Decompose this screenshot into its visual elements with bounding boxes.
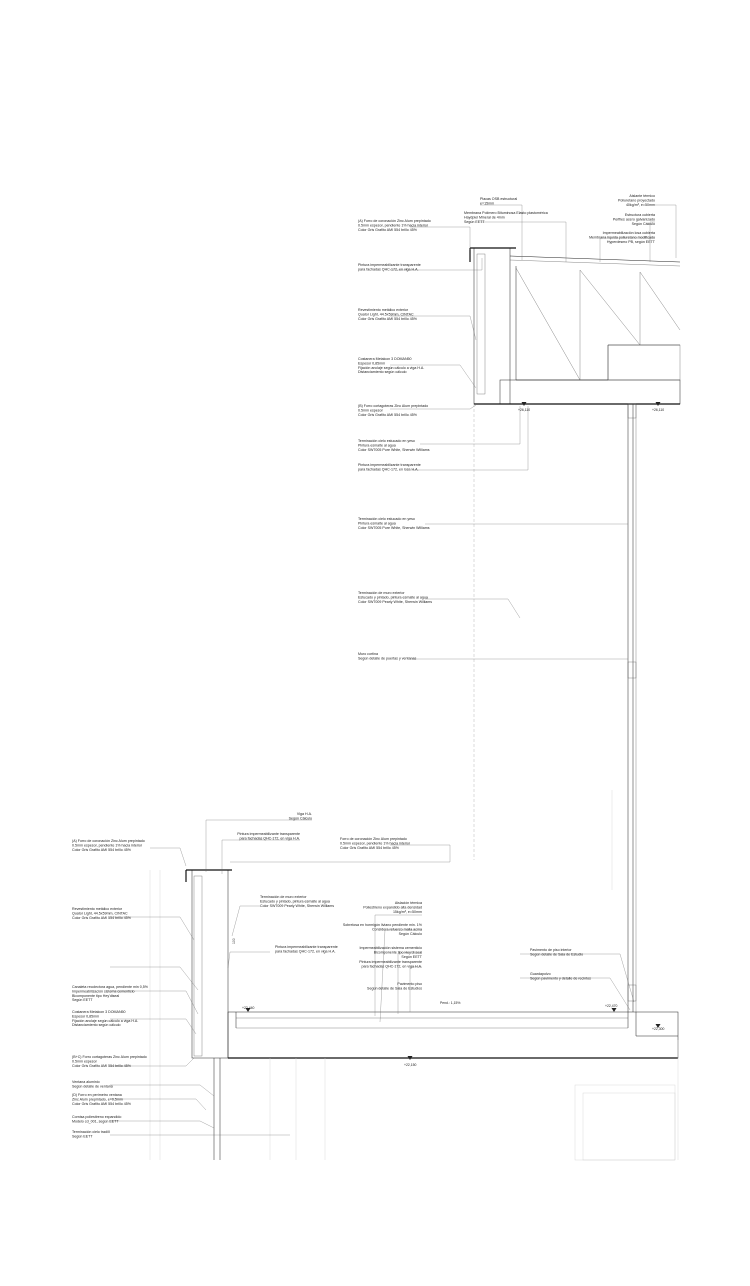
- lower-note-line: Color Gris Grafito AMI 554 brillo 45%: [340, 845, 399, 850]
- lower-note-line: Viga H.A.: [296, 812, 312, 816]
- lower-note-21: [72, 1130, 110, 1138]
- upper-note-line: Revestimiento metálico exterior: [358, 308, 409, 312]
- upper-note-13: [358, 517, 430, 530]
- upper-note-line: Según detalle de puertas y ventanas: [358, 656, 417, 661]
- lower-note-line: Poliestireno expandido alta densidad: [363, 905, 422, 910]
- level-label: +26,110: [518, 408, 531, 412]
- level-label: +22,440: [242, 1006, 255, 1010]
- lower-note-12: [367, 982, 422, 990]
- upper-note-line: Pintura impermeabilizante transparente: [358, 263, 421, 267]
- lower-note-line: Según pavimento y detalle de recintos: [530, 976, 591, 981]
- lower-note-line: Pintura impermeabilizante transparente: [237, 832, 300, 836]
- lower-note-1: [289, 812, 312, 820]
- upper-note-7: [358, 263, 421, 271]
- lower-note-line: Pavimento de piso interior: [530, 948, 572, 952]
- lower-note-line: Estucado y pintado, pintura esmalte al agua: [260, 899, 330, 904]
- lower-note-7: [363, 901, 422, 914]
- upper-note-line: Poliuretano proyectado: [618, 198, 655, 203]
- lower-note-line: Espesor 0,85mm: [72, 1014, 100, 1019]
- lower-note-line: Cornisa poliestireno expandido: [72, 1115, 122, 1119]
- lower-note-line: Pintura impermeabilizante transparente: [359, 960, 422, 964]
- lower-note-line: Según detalle de Sala de Estudios: [367, 986, 422, 991]
- upper-annotation-notes: [358, 194, 656, 660]
- lower-parapet-beam: [192, 870, 228, 1058]
- lower-note-line: (A) Forro de coronación Zinc Alum prepintado: [72, 839, 145, 843]
- lower-note-line: para fachadas QHC-172, en viga H.A.: [361, 964, 422, 969]
- lower-note-line: Según Cálculo: [398, 931, 422, 936]
- upper-note-10: [358, 404, 428, 417]
- upper-note-line: para fachadas QHC-172, en losa H.A.: [358, 467, 419, 472]
- lower-note-line: Aislación térmica: [394, 901, 422, 905]
- lower-note-line: Color Gris Grafito AMI 554 brillo 45%: [72, 915, 131, 920]
- lower-note-line: 0.5mm espesor: [72, 1059, 97, 1064]
- lower-note-line: Según EETT: [72, 998, 93, 1003]
- upper-note-line: Costanera Metalcon 3 DOMAN50: [358, 357, 412, 361]
- upper-note-line: Estructura cubierta: [624, 213, 655, 217]
- lower-cladding: [194, 876, 202, 1056]
- lower-note-4: [72, 839, 145, 852]
- upper-note-line: Pintura esmalte al agua: [358, 521, 396, 526]
- upper-note-line: Según Cálculo: [631, 221, 655, 226]
- upper-note-line: Fijación anclaje según cálculo a viga H.A.: [358, 365, 425, 370]
- lower-note-line: Según EETT: [401, 954, 422, 959]
- lower-note-line: Fijación anclaje según cálculo a viga H.A.: [72, 1018, 139, 1023]
- lower-note-line: Sobrelosa en hormigón liviano pendiente min. 1%: [342, 923, 422, 927]
- upper-note-line: e=15mm: [480, 201, 495, 206]
- lower-note-line: Zinc Alum prepintado, e=0,5mm: [72, 1097, 123, 1102]
- lower-note-line: Modelo cd_001, según EETT: [72, 1119, 119, 1124]
- level-label: +22,470: [605, 1004, 618, 1008]
- lower-note-line: (B+C) Forro cortagoteras Zinc Alum prepintado: [72, 1055, 147, 1059]
- upper-note-12: [358, 463, 421, 471]
- lower-note-line: Ventana aluminio: [72, 1080, 100, 1084]
- slope-label: Pend.: 1,15%: [440, 1001, 461, 1005]
- lower-note-14: [530, 972, 591, 980]
- upper-note-line: Terminación de muro exterior: [358, 591, 405, 595]
- lower-note-3: [340, 837, 411, 850]
- upper-note-11: [358, 439, 430, 452]
- upper-section-geometry: [470, 248, 680, 404]
- roof-truss: [516, 266, 680, 380]
- upper-note-15: [358, 652, 417, 660]
- lower-note-13: [530, 948, 583, 956]
- lower-note-line: Según Cálculo: [288, 816, 312, 821]
- lower-note-line: Impermeabilización sistema cementicio: [359, 946, 422, 950]
- lower-note-line: Considera refuerzo malla acma: [372, 927, 422, 932]
- upper-note-line: Estucado y pintado, pintura esmalte al agua: [358, 595, 428, 600]
- lower-note-19: [72, 1093, 132, 1106]
- lower-note-line: para fachadas QHC-172, en viga H.A.: [275, 949, 336, 954]
- lower-note-6: [72, 907, 132, 920]
- roof-deck-top: [510, 256, 680, 262]
- upper-note-14: [358, 591, 432, 604]
- level-label: +22,300: [652, 1027, 665, 1031]
- upper-note-6: [358, 219, 431, 232]
- lower-note-line: Bicomponente tipo Hey'di seal: [373, 950, 422, 955]
- lower-note-line: para fachadas QHC-172, en viga H.A.: [239, 836, 300, 841]
- upper-note-8: [358, 308, 418, 321]
- lower-note-line: Color SW7009 Pearly White, Sherwin Williams: [260, 903, 335, 908]
- floor-slab: [228, 1012, 678, 1058]
- lower-section-geometry: [186, 870, 678, 1160]
- lower-note-line: Costanera Metalcon 3 DOMAN50: [72, 1010, 126, 1014]
- upper-note-line: 0.5mm espesor: [358, 408, 383, 413]
- lower-note-15: [72, 985, 149, 1002]
- lower-note-10: [359, 946, 422, 959]
- upper-note-3: [618, 194, 655, 207]
- upper-note-line: Perfiles acero galvanizado: [612, 217, 655, 222]
- dimension-label: 100: [232, 938, 236, 944]
- lower-note-line: Color Gris Grafito AMI 554 brillo 45%: [72, 1101, 131, 1106]
- upper-note-line: Haydpiel Mineral de 4mm: [464, 215, 505, 220]
- upper-note-line: Color SW7005 Pure White, Sherwin Williams: [358, 447, 430, 452]
- level-label: +22,150: [404, 1063, 417, 1067]
- lower-note-line: Según detalle de ventana: [72, 1084, 113, 1089]
- lower-note-line: 0.5mm espesor, pendiente 1% hacia interior: [340, 841, 411, 846]
- upper-note-line: para fachadas QHC-172, en viga H.A.: [358, 267, 419, 272]
- lower-note-line: 15kg/m³, e=50mm: [392, 909, 422, 914]
- lower-note-20: [72, 1115, 121, 1123]
- lower-note-line: Pavimento piso: [397, 982, 422, 986]
- upper-note-line: Color Gris Grafito AMI 554 brillo 45%: [358, 316, 417, 321]
- upper-note-line: Color SW7009 Pearly White, Sherwin Williams: [358, 599, 433, 604]
- upper-note-line: Según EETT: [464, 219, 485, 224]
- upper-note-5: [589, 231, 656, 244]
- lower-note-line: (D) Forro en perímetro ventana: [72, 1093, 122, 1097]
- lower-note-line: Guardapolvo: [530, 972, 551, 976]
- lower-note-line: Según detalle de Sala de Estudio: [530, 952, 584, 957]
- upper-note-line: Impermeabilización losa cubierta: [602, 231, 655, 235]
- upper-note-line: Pintura impermeabilizante transparente: [358, 463, 421, 467]
- upper-note-line: Color SW7005 Pure White, Sherwin Williams: [358, 525, 430, 530]
- lower-note-line: Terminación de muro exterior: [260, 895, 307, 899]
- lower-note-8: [343, 923, 423, 936]
- upper-note-line: 0.5mm espesor, pendiente 1% hacia interior: [358, 223, 429, 228]
- lower-note-11: [359, 960, 422, 968]
- upper-note-line: (B) Forro cortagoteras Zinc Alum prepintado: [358, 404, 429, 408]
- upper-note-1: [480, 197, 517, 205]
- upper-note-4: [613, 213, 655, 226]
- upper-note-9: [358, 357, 424, 374]
- lower-note-line: Forro de coronación Zinc Alum prepintado: [340, 837, 407, 841]
- lower-note-line: Según EETT: [72, 1134, 93, 1139]
- upper-note-line: Distanciamiento según cálculo: [358, 370, 407, 375]
- upper-note-line: Membrana Polímero Bituminosa Elasto plastomérica: [464, 211, 548, 215]
- upper-note-line: Color Gris Grafito AMI 554 brillo 45%: [358, 227, 417, 232]
- upper-note-line: Hyperdesmo PB, según EETT: [606, 239, 655, 244]
- level-triangle: [612, 1008, 617, 1012]
- roof-slab-upstand: [608, 345, 680, 380]
- lower-note-line: Canaleta recolectora agua, pendiente min 0,5%: [72, 985, 148, 989]
- upper-note-line: Espesor 0,85mm: [358, 361, 386, 366]
- lower-note-line: Bicomponente tipo Hey'diseal: [72, 993, 120, 998]
- lower-note-line: 0.5mm espesor, pendiente 1% hacia interior: [72, 843, 143, 848]
- lower-note-5: [260, 895, 334, 908]
- lower-note-line: Color Gris Grafito AMI 554 brillo 45%: [72, 847, 131, 852]
- lower-note-16: [72, 1010, 138, 1027]
- upper-note-line: Membrana líquida poliuretano modificado: [589, 235, 655, 240]
- upper-note-line: Placas OSB estructural: [480, 197, 518, 201]
- upper-note-line: Color Gris Grafito AMI 554 brillo 45%: [358, 412, 417, 417]
- roof-slab: [500, 380, 680, 404]
- lower-note-9: [275, 945, 338, 953]
- upper-parapet-beam: [474, 248, 510, 404]
- lower-note-line: Color Gris Grafito AMI 554 brillo 45%: [72, 1063, 131, 1068]
- lower-note-line: Pintura impermeabilizante transparente: [275, 945, 338, 949]
- upper-note-line: (A) Forro de coronación Zinc Alum prepintado: [358, 219, 431, 223]
- curtain-wall-geometry: [612, 404, 636, 1012]
- lower-note-line: Quator Light, 44.5x59mm, CINTAC: [72, 911, 128, 916]
- upper-note-line: Quator Light, 44.5x59mm, CINTAC: [358, 312, 414, 317]
- upper-note-line: Terminación cielo estucado en yeso: [358, 439, 415, 443]
- level-markers: [246, 402, 661, 1060]
- upper-note-line: Aislante térmico: [629, 194, 655, 198]
- lower-note-2: [237, 832, 300, 840]
- lower-note-line: Distanciamiento según cálculo: [72, 1023, 121, 1028]
- lower-note-18: [72, 1080, 113, 1088]
- upper-note-line: Muro cortina: [358, 652, 378, 656]
- level-label: +26,110: [652, 408, 665, 412]
- lower-note-line: Impermeabilización sistema cementicio: [72, 989, 135, 994]
- lower-note-line: Revestimiento metálico exterior: [72, 907, 123, 911]
- upper-cladding: [477, 254, 485, 394]
- upper-note-line: 40kg/m³, e=50mm: [625, 202, 655, 207]
- lower-note-line: Terminación cielo tradiII: [72, 1130, 110, 1134]
- upper-note-line: Pintura esmalte al agua: [358, 443, 396, 448]
- upper-note-line: Terminación cielo estucado en yeso: [358, 517, 415, 521]
